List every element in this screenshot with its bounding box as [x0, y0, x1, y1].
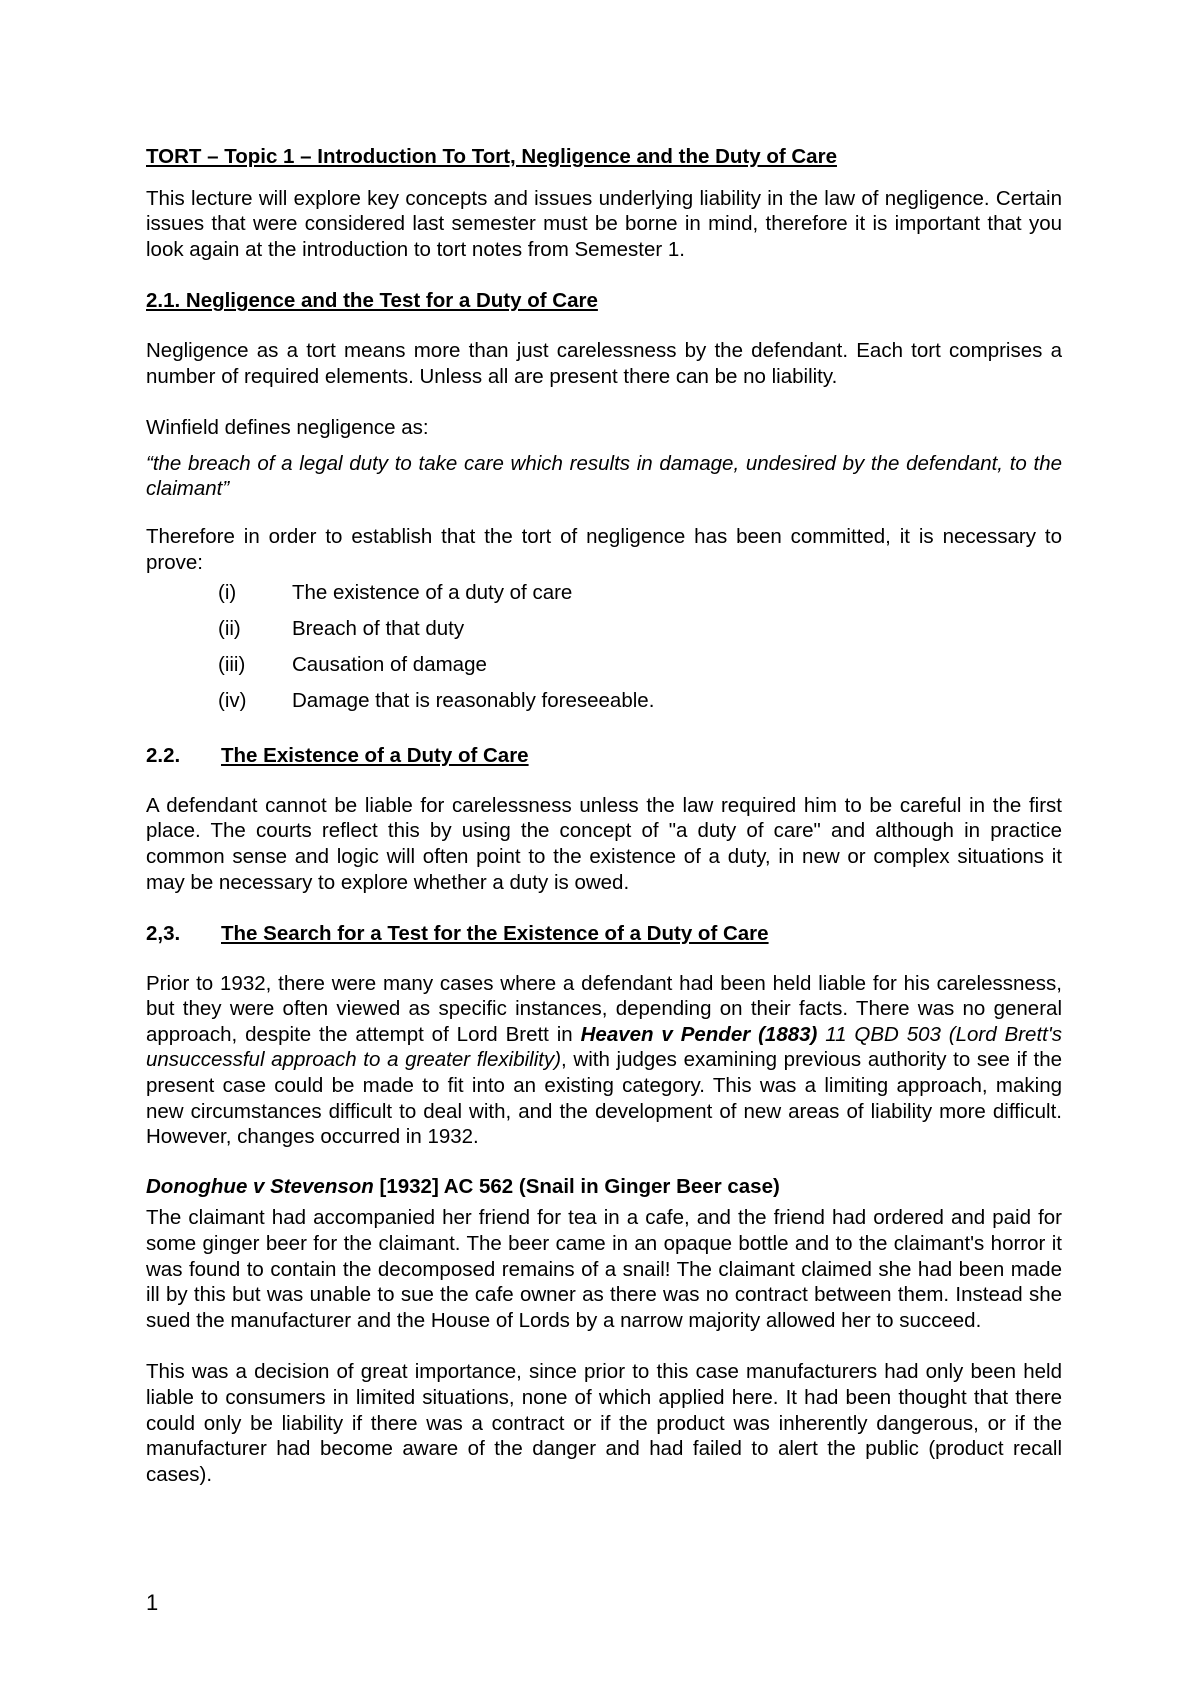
- list-item: [146, 683, 1062, 719]
- donoghue-case-citation: [1932] AC 562 (Snail in Ginger Beer case): [373, 1174, 780, 1198]
- list-item-text: Causation of damage: [292, 653, 487, 677]
- duty-paragraph: A defendant cannot be liable for carelessness unless the law required him to be careful in the first place. The courts reflect this by using the concept of "a duty of care" and although in practice common sense and logic will often point to the existence of a duty, in new or complex situations it may be necessary to explore whether a duty is owed.: [146, 793, 1062, 894]
- section-2-2-title: The Existence of a Duty of Care: [221, 744, 529, 768]
- list-marker: (iii): [218, 653, 246, 677]
- search-paragraph-start: Prior to 1932, there were many cases where a defendant had been held liable for his carelessness, but they were often viewed as specific instances, depending on their facts. There was no general approach, despite the attempt of Lord Brett in: [146, 971, 1062, 1046]
- search-paragraph: [146, 971, 1062, 1150]
- prove-intro: Therefore in order to establish that the tort of negligence has been committed, it is necessary to prove:: [146, 524, 1062, 574]
- document-title: TORT – Topic 1 – Introduction To Tort, Negligence and the Duty of Care: [146, 145, 837, 168]
- section-2-1-heading: 2.1. Negligence and the Test for a Duty of Care: [146, 289, 598, 313]
- elements-list: [146, 575, 1062, 719]
- section-2-3-number: 2,3.: [146, 922, 181, 946]
- list-item-text: The existence of a duty of care: [292, 581, 573, 605]
- search-paragraph-end: , with judges examining previous authority to see if the present case could be made to fit into an existing category. This was a limiting approach, making new circumstances difficult to deal with, and the development of new areas of liability more difficult. However, changes occurred in 1932.: [146, 1048, 1062, 1149]
- page-number: 1: [146, 1590, 159, 1615]
- heaven-pender-citation: 11 QBD 503 (Lord Brett's unsuccessful approach to a greater flexibility): [146, 1022, 1062, 1072]
- list-item: [146, 647, 1062, 683]
- section-2-3-heading: [146, 921, 1062, 947]
- list-item-text: Breach of that duty: [292, 617, 465, 641]
- list-marker: (i): [218, 581, 237, 605]
- donoghue-facts-paragraph: The claimant had accompanied her friend for tea in a cafe, and the friend had ordered and paid for some ginger beer for the claimant. The beer came in an opaque bottle and to the claimant's horror it was found to contain the decomposed remains of a snail! The claimant claimed she had been made ill by this but was unable to sue the cafe owner as there was no contract between them. Instead she sued the manufacturer and the House of Lords by a narrow majority allowed her to succeed.: [146, 1206, 1062, 1332]
- winfield-intro: Winfield defines negligence as:: [146, 416, 429, 440]
- list-item-text: Damage that is reasonably foreseeable.: [292, 689, 655, 713]
- donoghue-importance-paragraph: This was a decision of great importance, since prior to this case manufacturers had only been held liable to consumers in limited situations, none of which applied here. It had been thought that there could only be liability if there was a contract or if the product was inherently dangerous, or if the manufacturer had become aware of the danger and had failed to alert the public (product recall cases).: [146, 1360, 1062, 1486]
- heaven-pender-case-name: Heaven v Pender (1883): [580, 1022, 818, 1046]
- donoghue-case-title: [146, 1174, 1062, 1200]
- section-2-3-title: The Search for a Test for the Existence of a Duty of Care: [221, 922, 769, 946]
- list-marker: (iv): [218, 689, 247, 713]
- page-content: [146, 144, 1062, 1487]
- negligence-paragraph: Negligence as a tort means more than just carelessness by the defendant. Each tort comprises a number of required elements. Unless all are present there can be no liability.: [146, 338, 1062, 388]
- list-marker: (ii): [218, 617, 241, 641]
- list-item: [146, 611, 1062, 647]
- donoghue-case-name: Donoghue v Stevenson: [146, 1174, 374, 1198]
- list-item: [146, 575, 1062, 611]
- section-2-2-number: 2.2.: [146, 744, 181, 768]
- section-2-2-heading: [146, 743, 1062, 769]
- intro-paragraph: This lecture will explore key concepts and issues underlying liability in the law of negligence. Certain issues that were considered last semester must be borne in mind, therefore it is important that you look again at the introduction to tort notes from Semester 1.: [146, 186, 1062, 261]
- winfield-quote: “the breach of a legal duty to take care which results in damage, undesired by the defendant, to the claimant”: [146, 451, 1062, 501]
